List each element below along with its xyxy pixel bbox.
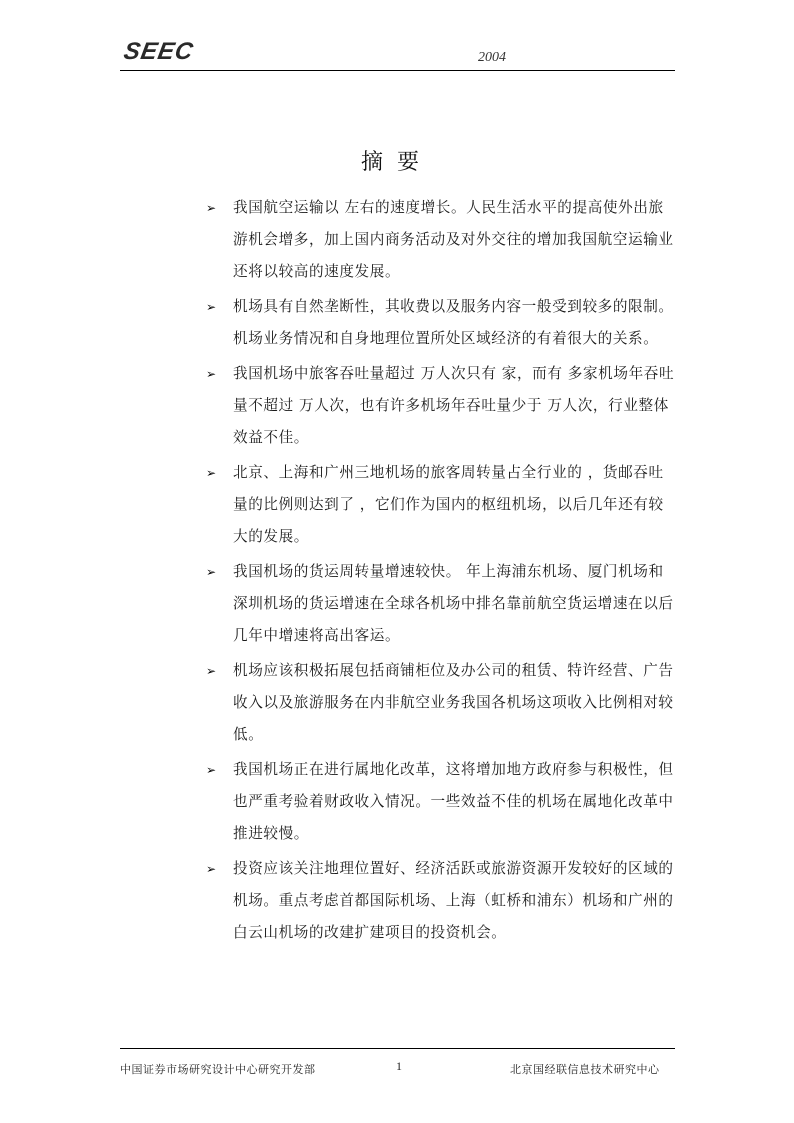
list-item — [206, 556, 678, 652]
footer-divider — [120, 1048, 675, 1049]
footer-left-text: 中国证券市场研究设计中心研究开发部 — [120, 1063, 316, 1076]
list-item-text: 机场应该积极拓展包括商铺柜位及办公司的租赁、特许经营、广告收入以及旅游服务在内非航空业务我国各机场这项收入比例相对较低。 — [233, 662, 674, 743]
list-item-text: 我国机场正在进行属地化改革，这将增加地方政府参与积极性，但也严重考验着财政收入情况。一些效益不佳的机场在属地化改革中推进较慢。 — [233, 761, 674, 842]
list-item-text: 投资应该关注地理位置好、经济活跃或旅游资源开发较好的区域的机场。重点考虑首都国际机场、上海（虹桥和浦东）机场和广州的白云山机场的改建扩建项目的投资机会。 — [233, 860, 674, 941]
header-year: 2004 — [478, 50, 506, 65]
summary-list — [206, 192, 678, 952]
page-number: 1 — [396, 1059, 402, 1073]
arrow-bullet-icon: ➢ — [206, 664, 217, 678]
footer-right-text: 北京国经联信息技术研究中心 — [510, 1063, 660, 1076]
arrow-bullet-icon: ➢ — [206, 466, 217, 480]
list-item — [206, 457, 678, 553]
arrow-bullet-icon: ➢ — [206, 862, 217, 876]
arrow-bullet-icon: ➢ — [206, 763, 217, 777]
list-item — [206, 853, 678, 949]
list-item — [206, 192, 678, 288]
arrow-bullet-icon: ➢ — [206, 201, 217, 215]
list-item-text: 我国机场的货运周转量增速较快。 年上海浦东机场、厦门机场和深圳机场的货运增速在全球各机场中排名靠前航空货运增速在以后几年中增速将高出客运。 — [233, 563, 674, 644]
list-item — [206, 358, 678, 454]
list-item — [206, 754, 678, 850]
list-item-text: 北京、上海和广州三地机场的旅客周转量占全行业的 ，货邮吞吐量的比例则达到了 ，它们作为国内的枢纽机场，以后几年还有较大的发展。 — [233, 464, 664, 545]
arrow-bullet-icon: ➢ — [206, 565, 217, 579]
header-divider — [120, 70, 675, 71]
page-title: 摘要 — [360, 150, 433, 175]
list-item-text: 机场具有自然垄断性，其收费以及服务内容一般受到较多的限制。机场业务情况和自身地理位置所处区域经济的有着很大的关系。 — [233, 298, 674, 347]
list-item-text: 我国机场中旅客吞吐量超过 万人次只有 家，而有 多家机场年吞吐量不超过 万人次，也有许多机场年吞吐量少于 万人次，行业整体效益不佳。 — [233, 365, 675, 446]
arrow-bullet-icon: ➢ — [206, 300, 217, 314]
seec-logo: SEEC — [121, 38, 196, 65]
list-item — [206, 655, 678, 751]
list-item-text: 我国航空运输以 左右的速度增长。人民生活水平的提高使外出旅游机会增多，加上国内商务活动及对外交往的增加我国航空运输业还将以较高的速度发展。 — [233, 199, 674, 280]
arrow-bullet-icon: ➢ — [206, 367, 217, 381]
list-item — [206, 291, 678, 355]
